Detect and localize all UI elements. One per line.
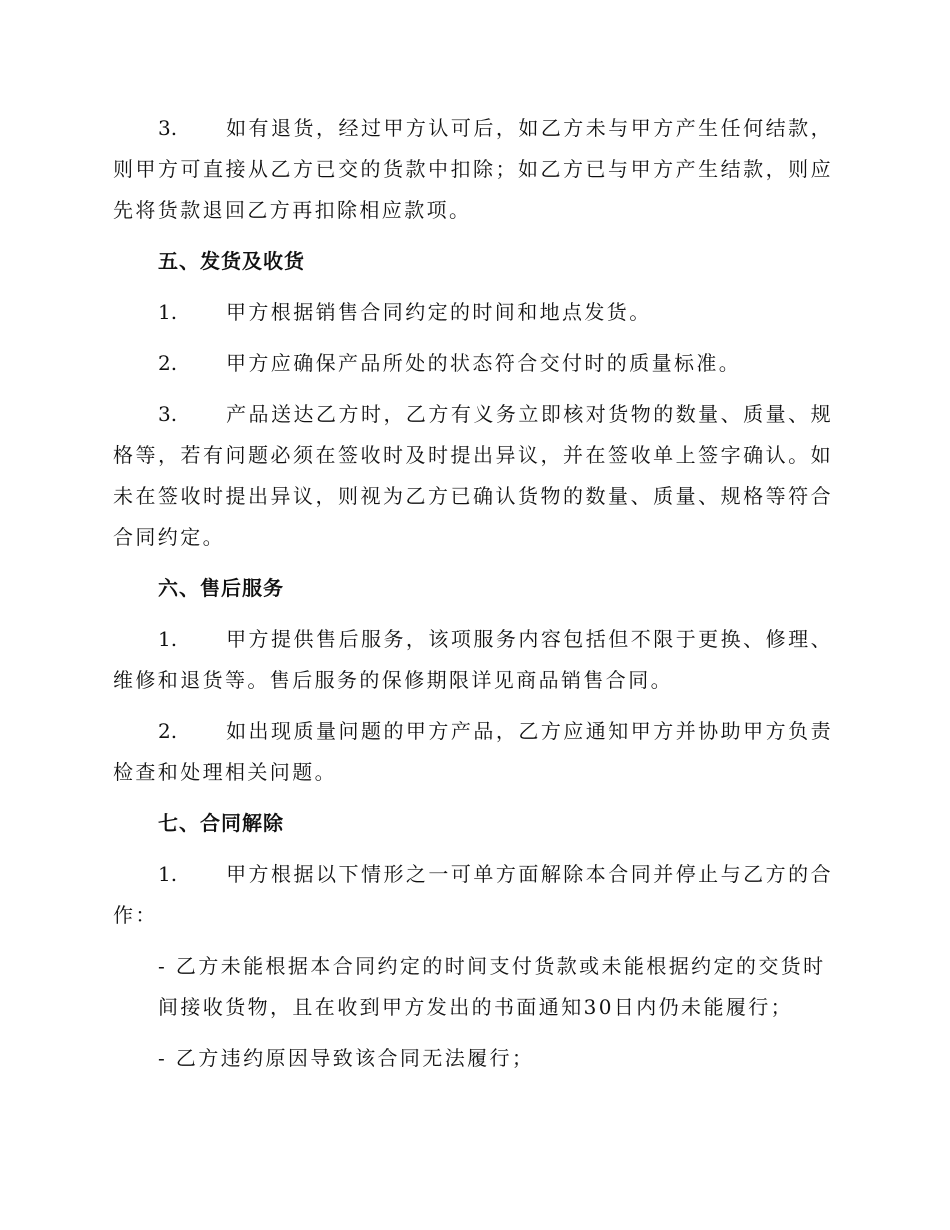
after-sales-clause-2 <box>113 711 833 793</box>
shipping-clause-2 <box>113 343 833 384</box>
return-clause-3 <box>113 108 833 231</box>
clause-number: 3. <box>158 402 178 426</box>
clause-text: 产品送达乙方时，乙方有义务立即核对货物的数量、质量、规格等，若有问题必须在签收时及时提出异议，并在签收单上签字确认。如未在签收时提出异议，则视为乙方已确认货物的数量、质量、规格等符合合同约定。 <box>113 402 833 549</box>
section-heading-termination: 七、合同解除 <box>158 811 284 835</box>
clause-text: 如出现质量问题的甲方产品，乙方应通知甲方并协助甲方负责检查和处理相关问题。 <box>113 719 833 784</box>
section-heading-shipping: 五、发货及收货 <box>158 249 305 273</box>
section-heading-after-sales: 六、售后服务 <box>158 576 284 600</box>
shipping-clause-1 <box>113 292 833 333</box>
clause-number: 1. <box>158 627 178 651</box>
clause-number: 2. <box>158 351 178 375</box>
termination-condition-2: - 乙方违约原因导致该合同无法履行； <box>158 1046 535 1070</box>
clause-number: 2. <box>158 719 178 743</box>
after-sales-clause-1 <box>113 619 833 701</box>
clause-text: 如有退货，经过甲方认可后，如乙方未与甲方产生任何结款，则甲方可直接从乙方已交的货款中扣除；如乙方已与甲方产生结款，则应先将货款退回乙方再扣除相应款项。 <box>113 116 833 222</box>
clause-number: 1. <box>158 862 178 886</box>
clause-text: 甲方根据销售合同约定的时间和地点发货。 <box>226 300 652 324</box>
clause-number: 1. <box>158 300 178 324</box>
clause-text: 甲方根据以下情形之一可单方面解除本合同并停止与乙方的合作： <box>113 862 833 927</box>
document-body <box>113 108 833 1089</box>
clause-number: 3. <box>158 116 178 140</box>
clause-text: 甲方提供售后服务，该项服务内容包括但不限于更换、修理、维修和退货等。售后服务的保修期限详见商品销售合同。 <box>113 627 833 692</box>
termination-condition-1: - 乙方未能根据本合同约定的时间支付货款或未能根据约定的交货时间接收货物，且在收到甲方发出的书面通知30日内仍未能履行； <box>158 954 826 1019</box>
shipping-clause-3 <box>113 394 833 558</box>
clause-text: 甲方应确保产品所处的状态符合交付时的质量标准。 <box>226 351 742 375</box>
termination-clause-1 <box>113 854 833 936</box>
